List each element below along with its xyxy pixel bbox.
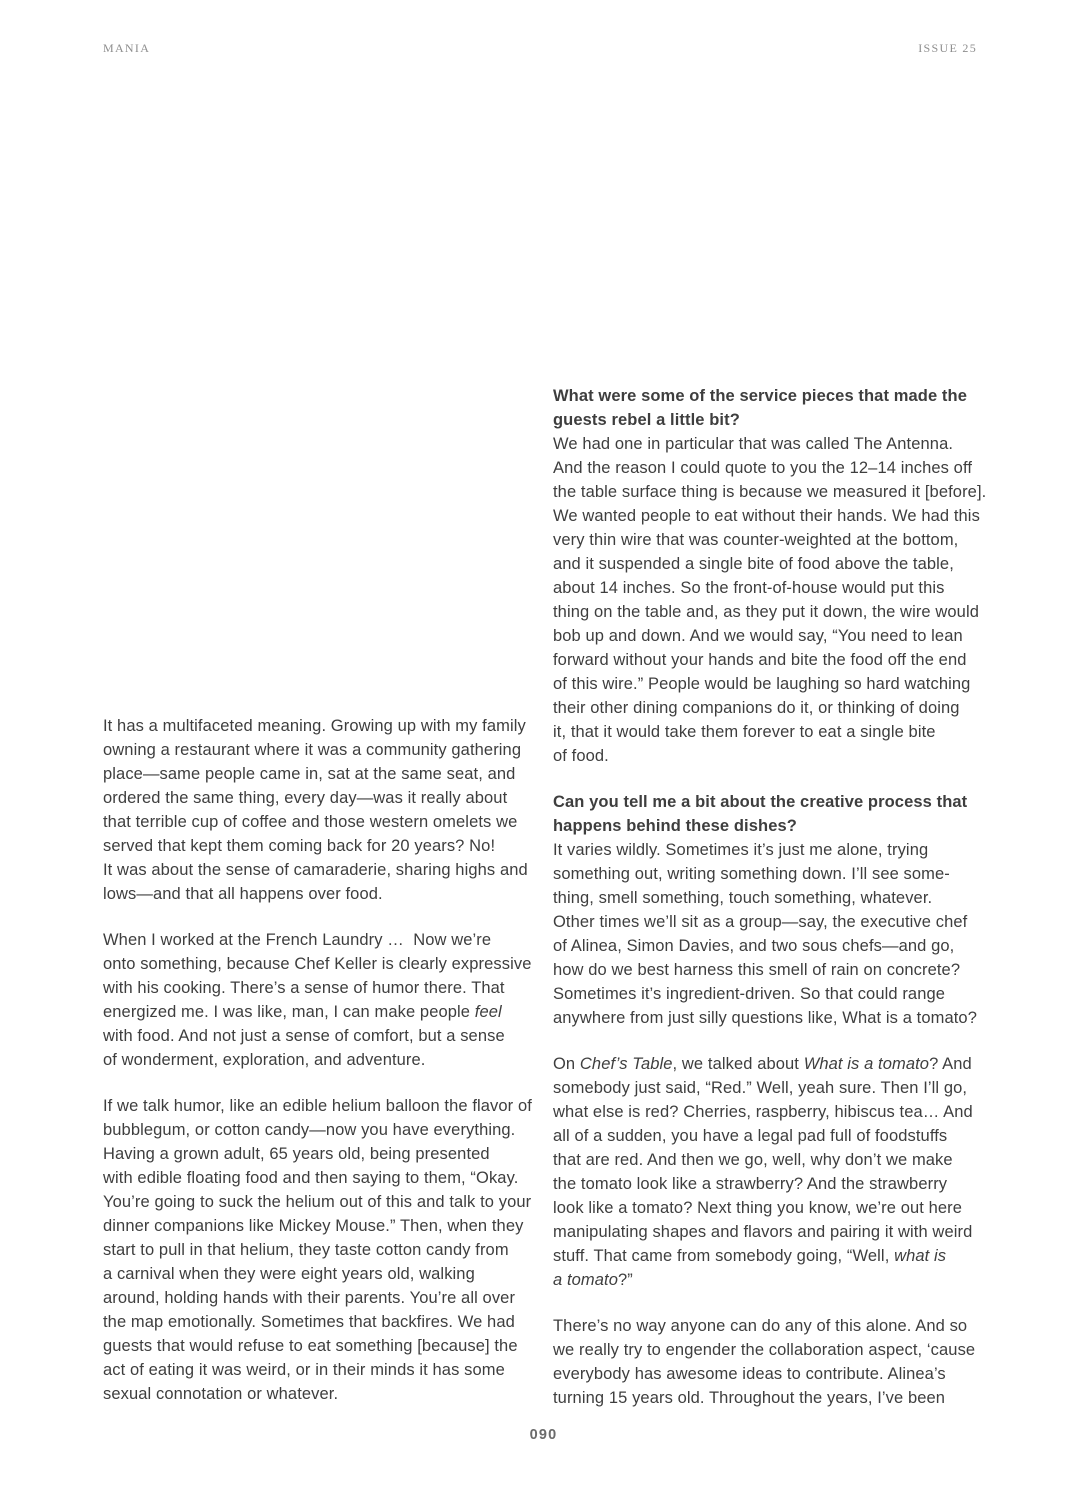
text-line: When I worked at the French Laundry … Now we’re [103, 931, 492, 949]
text-line: that are red. And then we go, well, why don’t we make [553, 1151, 953, 1169]
text-line: all of a sudden, you have a legal pad full of foodstuffs [553, 1127, 948, 1145]
text-line: Other times we’ll sit as a group—say, the executive chef [553, 913, 968, 931]
body-paragraph [103, 714, 553, 906]
body-paragraph [103, 928, 553, 1072]
body-paragraph [553, 1052, 1003, 1292]
page-number: 090 [529, 1427, 558, 1443]
text-line: we really try to engender the collaboration aspect, ‘cause [553, 1341, 976, 1359]
text-line: their other dining companions do it, or thinking of doing [553, 699, 960, 717]
text-line: start to pull in that helium, they taste cotton candy from [103, 1241, 509, 1259]
text-line: On Chef’s Table, we talked about What is a tomato? And [553, 1055, 972, 1073]
text-line: around, holding hands with their parents. You’re all over [103, 1289, 516, 1307]
text-line: You’re going to suck the helium out of this and talk to your [103, 1193, 532, 1211]
body-paragraph [553, 1314, 1003, 1410]
text-line: guests that would refuse to eat something [because] the [103, 1337, 518, 1355]
text-line: Can you tell me a bit about the creative process that [553, 793, 968, 811]
text-line: forward without your hands and bite the food off the end [553, 651, 967, 669]
text-line: guests rebel a little bit? [553, 411, 740, 429]
text-line: and it suspended a single bite of food above the table, [553, 555, 954, 573]
interview-question [553, 384, 1003, 432]
text-line: very thin wire that was counter-weighted at the bottom, [553, 531, 959, 549]
text-line: ordered the same thing, every day—was it really about [103, 789, 508, 807]
interview-question [553, 790, 1003, 838]
text-line: onto something, because Chef Keller is clearly expressive [103, 955, 532, 973]
text-line: dinner companions like Mickey Mouse.” Then, when they [103, 1217, 524, 1235]
text-line: what else is red? Cherries, raspberry, hibiscus tea… And [553, 1103, 973, 1121]
text-line: lows—and that all happens over food. [103, 885, 383, 903]
text-line: of wonderment, exploration, and adventure. [103, 1051, 426, 1069]
text-line: We had one in particular that was called The Antenna. [553, 435, 954, 453]
text-line: of this wire.” People would be laughing so hard watching [553, 675, 971, 693]
text-line: bubblegum, or cotton candy—now you have everything. [103, 1121, 516, 1139]
text-line: a carnival when they were eight years old, walking [103, 1265, 475, 1283]
text-line: Having a grown adult, 65 years old, being presented [103, 1145, 490, 1163]
text-line: about 14 inches. So the front-of-house would put this [553, 579, 945, 597]
text-line: place—same people came in, sat at the same seat, and [103, 765, 516, 783]
text-line: What were some of the service pieces that made the [553, 387, 967, 405]
text-line: a tomato?” [553, 1271, 633, 1289]
text-line: There’s no way anyone can do any of this alone. And so [553, 1317, 968, 1335]
text-line: stuff. That came from somebody going, “Well, what is [553, 1247, 947, 1265]
text-line: manipulating shapes and flavors and pairing it with weird [553, 1223, 973, 1241]
text-line: it, that it would take them forever to eat a single bite [553, 723, 936, 741]
text-line: We wanted people to eat without their hands. We had this [553, 507, 980, 525]
text-line: It has a multifaceted meaning. Growing up with my family [103, 717, 526, 735]
text-line: with food. And not just a sense of comfort, but a sense [103, 1027, 505, 1045]
right-text-column [553, 384, 1003, 1410]
text-line: happens behind these dishes? [553, 817, 797, 835]
text-line: turning 15 years old. Throughout the years, I’ve been [553, 1389, 946, 1407]
publication-name: MANIA [103, 41, 151, 55]
text-line: with his cooking. There’s a sense of humor there. That [103, 979, 505, 997]
text-line: bob up and down. And we would say, “You need to lean [553, 627, 963, 645]
text-line: owning a restaurant where it was a community gathering [103, 741, 522, 759]
text-line: It varies wildly. Sometimes it’s just me alone, trying [553, 841, 929, 859]
text-line: the table surface thing is because we measured it [before]. [553, 483, 987, 501]
text-line: somebody just said, “Red.” Well, yeah sure. Then I’ll go, [553, 1079, 968, 1097]
text-line: the map emotionally. Sometimes that backfires. We had [103, 1313, 515, 1331]
text-line: look like a tomato? Next thing you know, we’re out here [553, 1199, 963, 1217]
issue-label: ISSUE 25 [918, 41, 977, 55]
text-line: And the reason I could quote to you the 12–14 inches off [553, 459, 973, 477]
text-line: of food. [553, 747, 609, 765]
text-line: If we talk humor, like an edible helium balloon the flavor of [103, 1097, 532, 1115]
text-line: anywhere from just silly questions like, What is a tomato? [553, 1009, 977, 1027]
left-text-column [103, 714, 553, 1406]
text-line: It was about the sense of camaraderie, sharing highs and [103, 861, 528, 879]
text-line: the tomato look like a strawberry? And the strawberry [553, 1175, 948, 1193]
body-paragraph [553, 432, 1003, 768]
body-paragraph [553, 838, 1003, 1030]
text-line: sexual connotation or whatever. [103, 1385, 339, 1403]
text-line: of Alinea, Simon Davies, and two sous chefs—and go, [553, 937, 955, 955]
text-line: Sometimes it’s ingredient-driven. So that could range [553, 985, 946, 1003]
text-line: everybody has awesome ideas to contribute. Alinea’s [553, 1365, 946, 1383]
text-line: thing, smell something, touch something, whatever. [553, 889, 933, 907]
text-line: how do we best harness this smell of rain on concrete? [553, 961, 961, 979]
text-line: that terrible cup of coffee and those western omelets we [103, 813, 518, 831]
text-line: energized me. I was like, man, I can make people feel [103, 1003, 502, 1021]
text-line: something out, writing something down. I’ll see some- [553, 865, 950, 883]
text-line: act of eating it was weird, or in their minds it has some [103, 1361, 505, 1379]
body-paragraph [103, 1094, 553, 1406]
text-line: thing on the table and, as they put it down, the wire would [553, 603, 980, 621]
text-line: with edible floating food and then saying to them, “Okay. [103, 1169, 519, 1187]
text-line: served that kept them coming back for 20 years? No! [103, 837, 496, 855]
